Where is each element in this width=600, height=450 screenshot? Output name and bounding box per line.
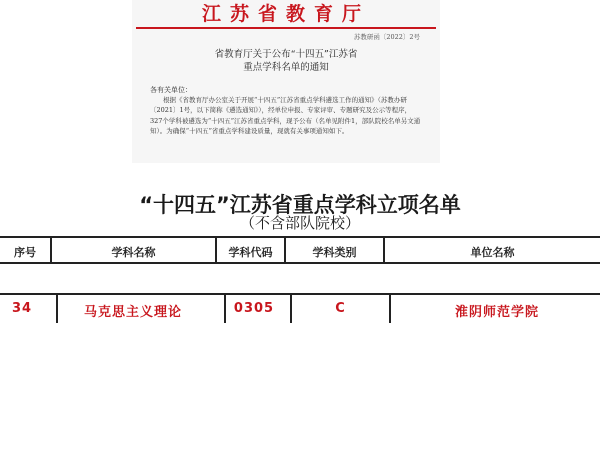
- row-cell-category: C: [335, 301, 346, 316]
- header-cell-institution: 单位名称: [470, 246, 515, 259]
- row-cell-code: 0305: [233, 301, 275, 316]
- row-cell-discipline: 马克思主义理论: [83, 305, 182, 320]
- header-red-rule: [136, 27, 436, 29]
- row-cell-no: 34: [11, 301, 33, 316]
- table-top-rule: [0, 236, 600, 238]
- header-cell-code: 学科代码: [228, 246, 273, 259]
- notice-title-line2: 重点学科名单的通知: [243, 62, 329, 73]
- list-title: “十四五”江苏省重点学科立项名单: [139, 193, 461, 217]
- agency-header-title: 江苏省教育厅: [201, 3, 370, 25]
- header-cell-discipline: 学科名称: [111, 246, 156, 259]
- salutation: 各有关单位：: [150, 86, 192, 94]
- notice-body-paragraph: 根据《省教育厅办公室关于开展“十四五”江苏省重点学科遴选工作的通知》（苏教办研〔2021〕1号，以下简称《遴选通知》），经单位申报、专家评审、专题研究及公示等程序，327个学科被遴选为“十四五”江苏省重点学科，现予公布（名单见附件1，部队院校名单另文通知）。为确保“十四五”省重点学科建设质量，现就有关事项通知如下。: [150, 96, 421, 135]
- table-header-bottom-rule: [0, 262, 600, 264]
- row-cell-institution: 淮阴师范学院: [455, 305, 540, 320]
- notice-title-line1: 省教育厅关于公布“十四五”江苏省: [214, 49, 358, 60]
- list-subtitle: （不含部队院校）: [239, 214, 360, 232]
- notice-document-scan: [132, 0, 440, 163]
- document-number: 苏教研函〔2022〕2号: [353, 33, 420, 41]
- table-row-top-rule: [0, 293, 600, 295]
- header-cell-category: 学科类别: [312, 246, 357, 259]
- header-cell-no: 序号: [14, 246, 36, 259]
